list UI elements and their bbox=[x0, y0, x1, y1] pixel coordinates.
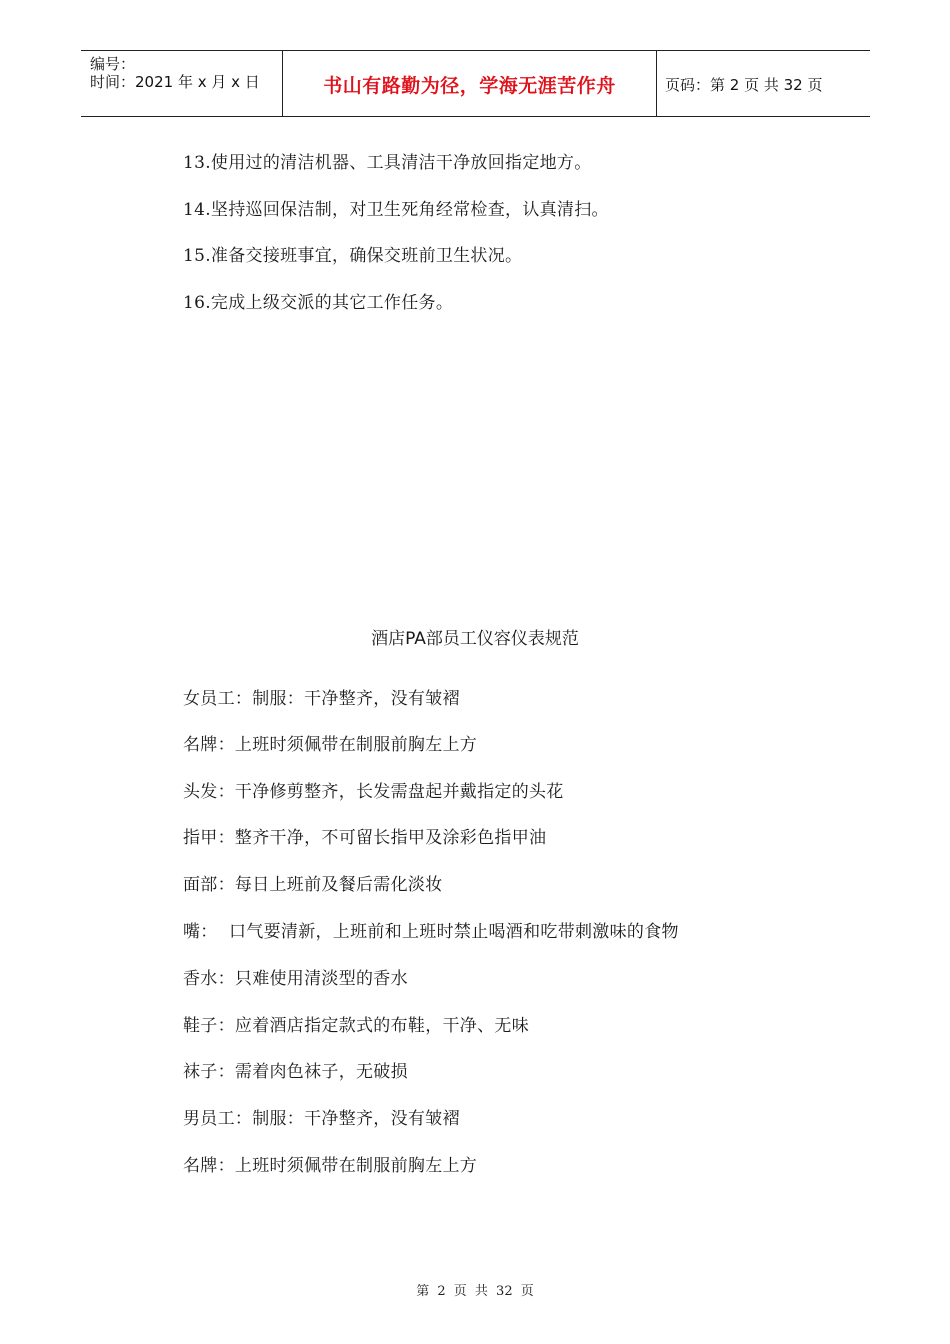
header-motto: 书山有路勤为径，学海无涯苦作舟 bbox=[323, 74, 616, 97]
rule-item: 头发：干净修剪整齐，长发需盘起并戴指定的头花 bbox=[183, 782, 564, 802]
document-date: 时间：2021 年 x 月 x 日 bbox=[90, 73, 260, 91]
rule-item: 鞋子：应着酒店指定款式的布鞋，干净、无味 bbox=[183, 1016, 529, 1036]
rule-item: 袜子：需着肉色袜子，无破损 bbox=[183, 1062, 408, 1082]
rule-item: 女员工：制服：干净整齐，没有皱褶 bbox=[183, 689, 460, 709]
page-footer: 第 2 页 共 32 页 bbox=[416, 1284, 534, 1299]
list-item: 15.准备交接班事宜，确保交班前卫生状况。 bbox=[183, 246, 523, 266]
rule-item: 男员工：制服：干净整齐，没有皱褶 bbox=[183, 1109, 460, 1129]
rule-item: 面部：每日上班前及餐后需化淡妆 bbox=[183, 875, 443, 895]
section-title: 酒店PA部员工仪容仪表规范 bbox=[371, 629, 579, 649]
rule-item: 香水：只难使用清淡型的香水 bbox=[183, 969, 408, 989]
header-meta bbox=[90, 55, 260, 91]
list-item: 14.坚持巡回保洁制，对卫生死角经常检查，认真清扫。 bbox=[183, 200, 609, 220]
page-header bbox=[81, 50, 870, 117]
list-item: 13.使用过的清洁机器、工具清洁干净放回指定地方。 bbox=[183, 153, 592, 173]
rule-item: 指甲：整齐干净，不可留长指甲及涂彩色指甲油 bbox=[183, 828, 547, 848]
list-item: 16.完成上级交派的其它工作任务。 bbox=[183, 293, 454, 313]
rule-item: 嘴： 口气要清新，上班前和上班时禁止喝酒和吃带刺激味的食物 bbox=[183, 922, 679, 942]
rule-item: 名牌：上班时须佩带在制服前胸左上方 bbox=[183, 735, 478, 755]
header-divider bbox=[656, 51, 657, 117]
document-number-label: 编号： bbox=[90, 55, 136, 73]
rule-item: 名牌：上班时须佩带在制服前胸左上方 bbox=[183, 1156, 478, 1176]
header-page-info: 页码：第 2 页 共 32 页 bbox=[665, 75, 823, 94]
